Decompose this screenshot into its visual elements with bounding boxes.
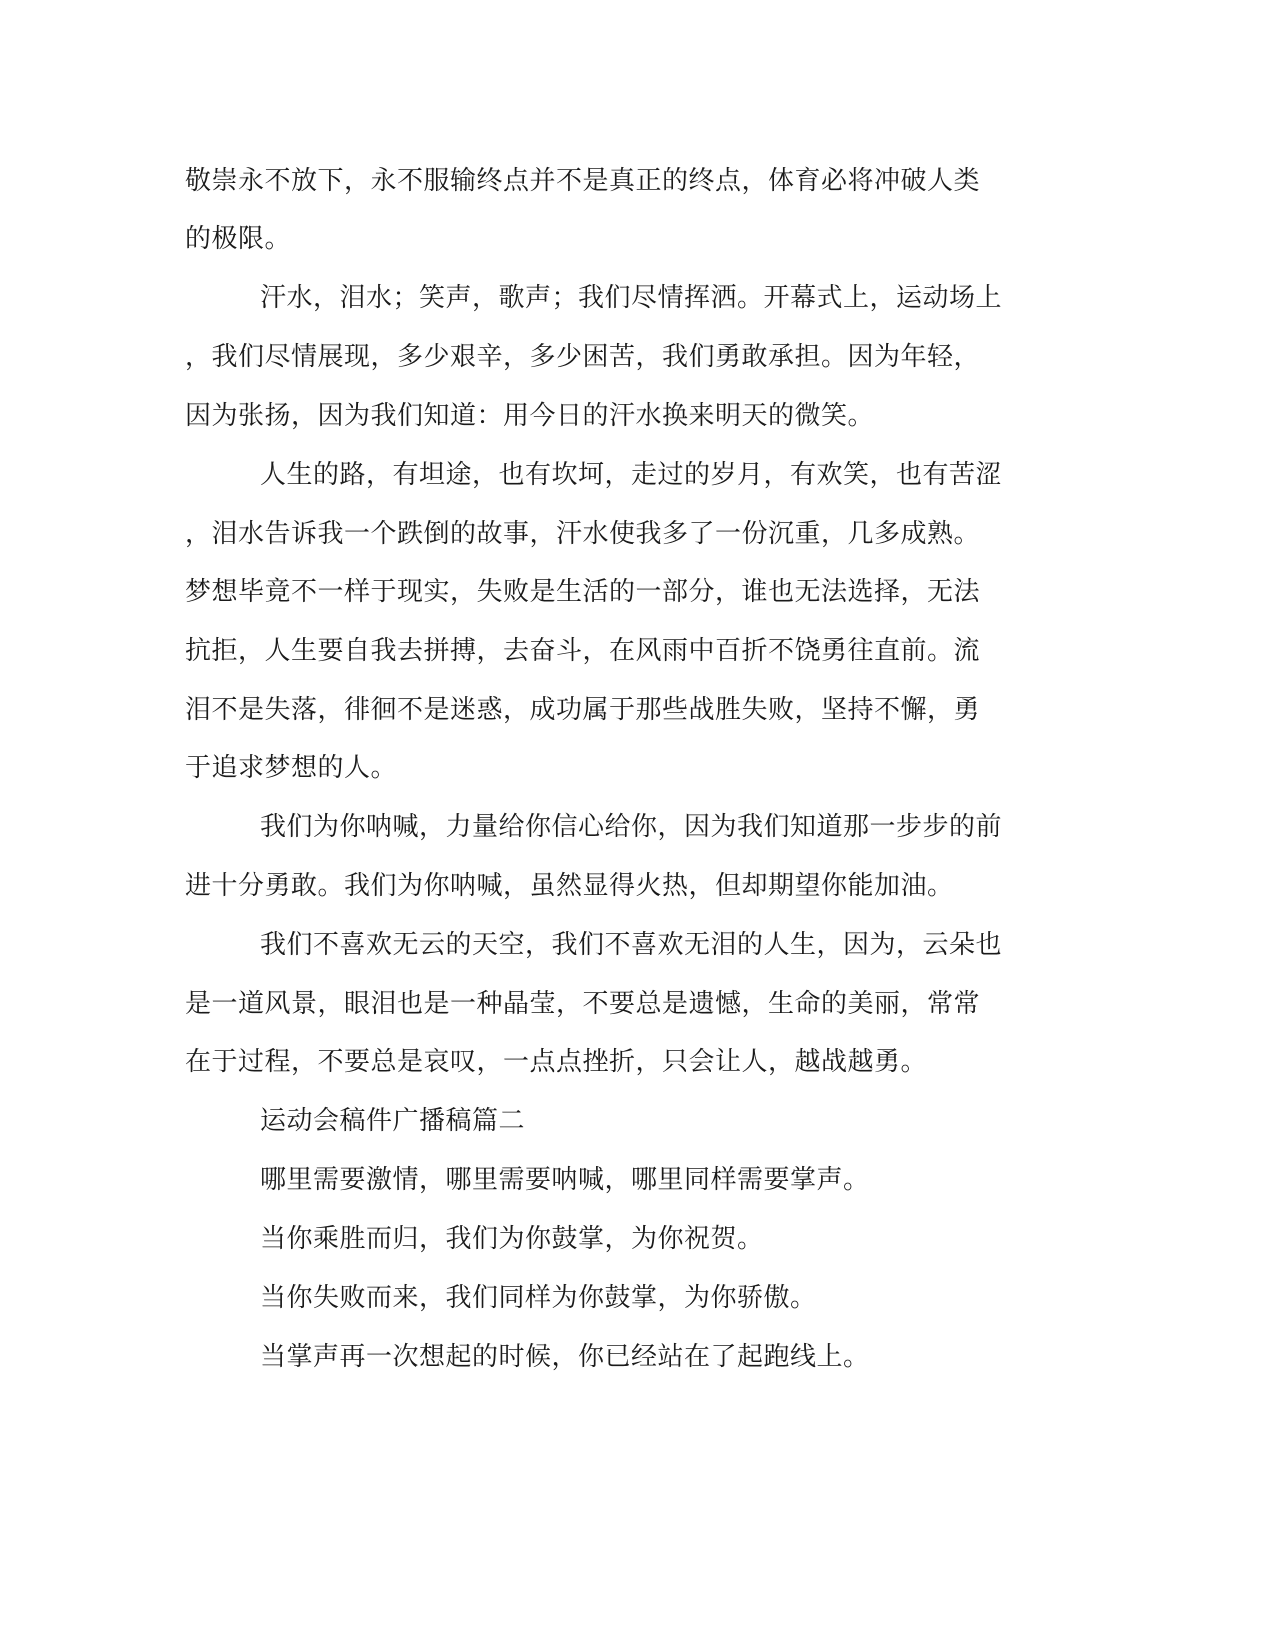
text-line-14: 我们不喜欢无云的天空，我们不喜欢无泪的人生，因为，云朵也 (260, 930, 1003, 960)
text-line-1: 敬崇永不放下，永不服输终点并不是真正的终点，体育必将冲破人类 (185, 166, 981, 196)
text-line-12: 我们为你呐喊，力量给你信心给你，因为我们知道那一步步的前 (260, 812, 1003, 842)
text-line-10: 泪不是失落，徘徊不是迷惑，成功属于那些战胜失败，坚持不懈，勇 (185, 695, 981, 725)
text-line-15: 是一道风景，眼泪也是一种晶莹，不要总是遗憾，生命的美丽，常常 (185, 989, 981, 1019)
text-line-3: 汗水，泪水；笑声，歌声；我们尽情挥洒。开幕式上，运动场上 (260, 283, 1003, 313)
text-line-19: 当你乘胜而归，我们为你鼓掌，为你祝贺。 (260, 1224, 764, 1254)
text-line-20: 当你失败而来，我们同样为你鼓掌，为你骄傲。 (260, 1283, 817, 1313)
text-line-16: 在于过程，不要总是哀叹，一点点挫折，只会让人，越战越勇。 (185, 1047, 928, 1077)
section-heading: 运动会稿件广播稿篇二 (260, 1106, 526, 1136)
text-line-8: 梦想毕竟不一样于现实，失败是生活的一部分，谁也无法选择，无法 (185, 577, 981, 607)
text-line-6: 人生的路，有坦途，也有坎坷，走过的岁月，有欢笑，也有苦涩 (260, 460, 1003, 490)
text-line-2: 的极限。 (185, 224, 292, 254)
text-line-5: 因为张扬，因为我们知道：用今日的汗水换来明天的微笑。 (185, 401, 875, 431)
text-line-4: ，我们尽情展现，多少艰辛，多少困苦，我们勇敢承担。因为年轻， (185, 342, 981, 372)
text-line-21: 当掌声再一次想起的时候，你已经站在了起跑线上。 (260, 1342, 870, 1372)
text-line-18: 哪里需要激情，哪里需要呐喊，哪里同样需要掌声。 (260, 1165, 870, 1195)
text-line-9: 抗拒，人生要自我去拼搏，去奋斗，在风雨中百折不饶勇往直前。流 (185, 636, 981, 666)
text-line-13: 进十分勇敢。我们为你呐喊，虽然显得火热，但却期望你能加油。 (185, 871, 954, 901)
text-line-7: ，泪水告诉我一个跌倒的故事，汗水使我多了一份沉重，几多成熟。 (185, 519, 981, 549)
text-line-11: 于追求梦想的人。 (185, 753, 398, 783)
